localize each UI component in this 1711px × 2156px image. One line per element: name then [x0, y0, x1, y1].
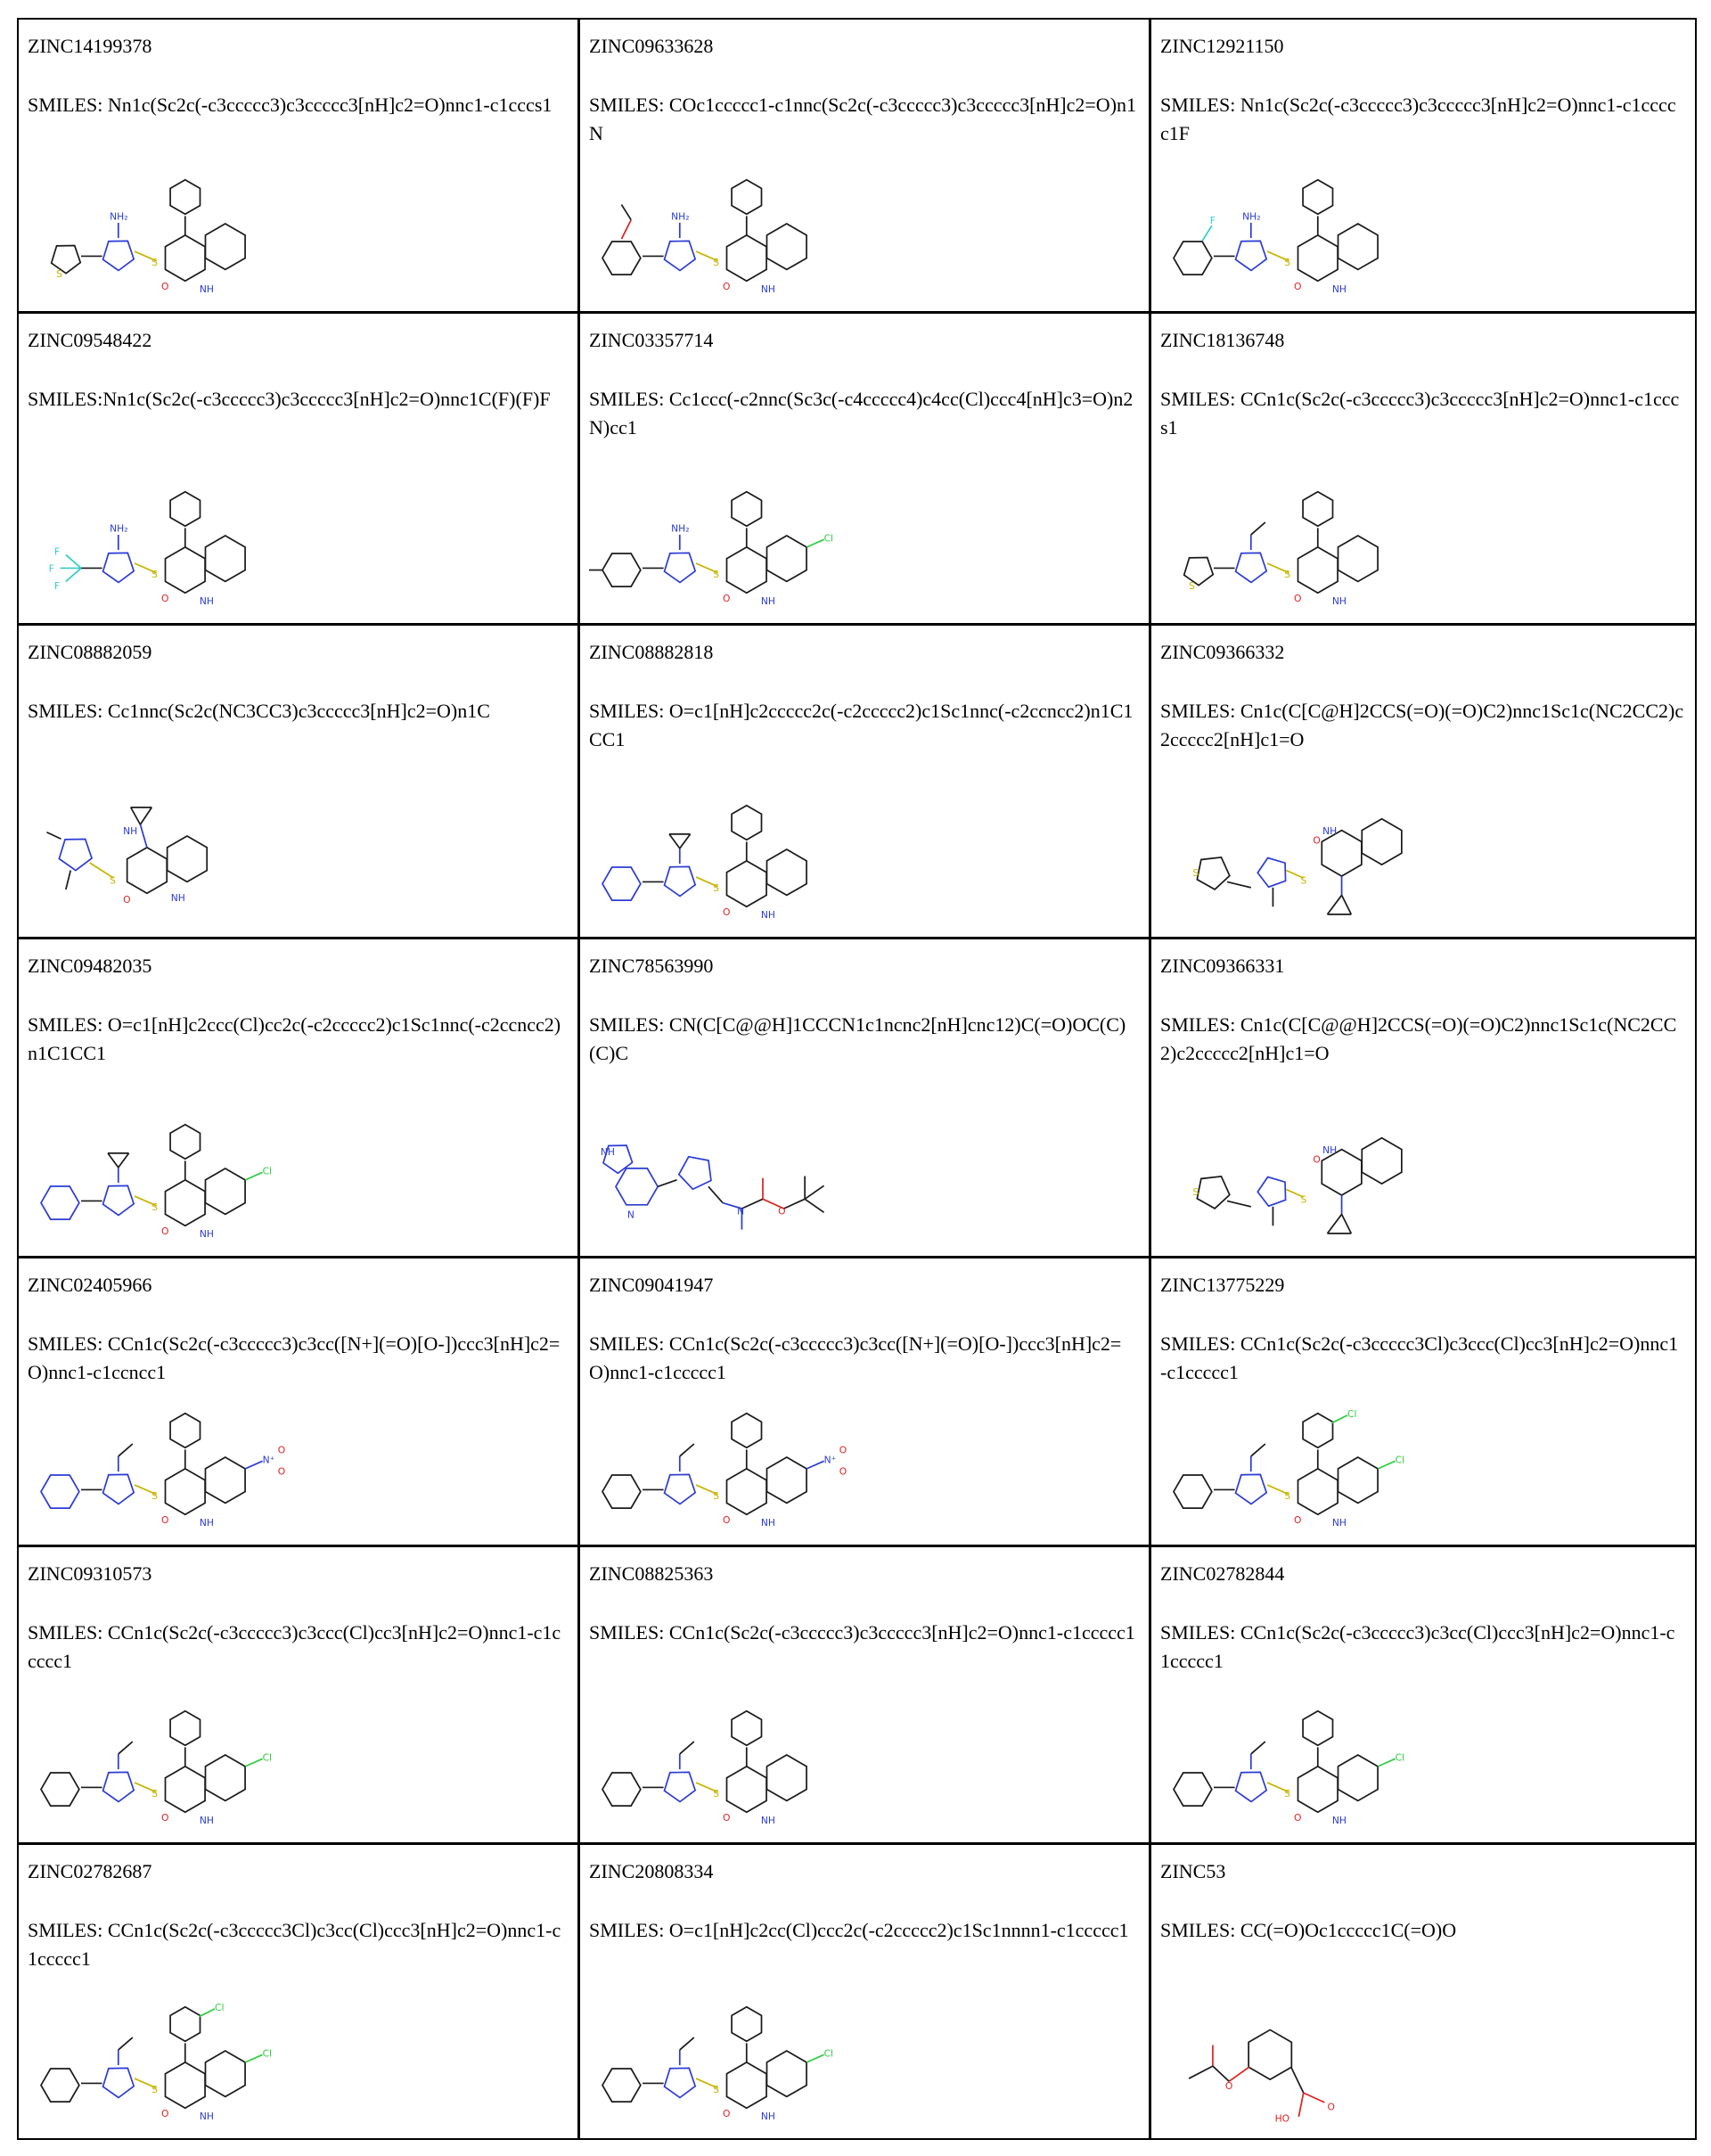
structure-diagram — [28, 1997, 295, 2131]
smiles-string: SMILES: CCn1c(Sc2c(-c3ccccc3Cl)c3cc(Cl)ccc3[nH]c2=O)nnc1-c1ccccc1 — [28, 1919, 561, 1970]
svg-text:NH: NH — [1331, 1815, 1347, 1827]
smiles-string: SMILES: O=c1[nH]c2cc(Cl)ccc2c(-c2ccccc2)c1Sc1nnnn1-c1ccccc1 — [589, 1919, 1129, 1941]
svg-text:O: O — [1313, 1153, 1321, 1166]
svg-text:O: O — [1294, 592, 1302, 604]
svg-text:O: O — [1313, 834, 1321, 847]
svg-text:S: S — [1192, 1186, 1199, 1198]
smiles-string: SMILES: O=c1[nH]c2ccc(Cl)cc2c(-c2ccccc2)c1Sc1nnc(-c2ccncc2)n1C1CC1 — [28, 1013, 561, 1064]
svg-text:S: S — [151, 569, 159, 581]
svg-text:N⁺: N⁺ — [262, 1454, 275, 1466]
zinc-id: ZINC09633628 — [589, 35, 714, 57]
compound-table — [18, 19, 1697, 2140]
smiles-string: SMILES: CCn1c(Sc2c(-c3ccccc3)c3ccc(Cl)cc3[nH]c2=O)nnc1-c1ccccc1 — [28, 1621, 561, 1672]
svg-text:NH: NH — [1331, 595, 1347, 608]
zinc-id: ZINC08882818 — [589, 641, 714, 663]
svg-text:S: S — [713, 569, 720, 581]
svg-text:O: O — [778, 1205, 786, 1217]
svg-text:O: O — [161, 280, 169, 292]
zinc-id: ZINC09482035 — [28, 955, 152, 977]
svg-text:O: O — [1294, 1513, 1302, 1526]
zinc-id: ZINC18136748 — [1160, 329, 1285, 351]
svg-text:S: S — [713, 257, 720, 269]
svg-text:O: O — [1327, 2101, 1335, 2113]
zinc-id: ZINC03357714 — [589, 329, 714, 351]
compound-cell — [17, 624, 579, 939]
svg-text:O: O — [1294, 280, 1302, 292]
svg-text:S: S — [1284, 257, 1291, 269]
zinc-id: ZINC08882059 — [28, 641, 152, 663]
svg-text:S: S — [1192, 867, 1199, 879]
svg-text:S: S — [1300, 1193, 1307, 1206]
svg-text:S: S — [151, 1490, 159, 1503]
svg-text:F: F — [1209, 215, 1216, 226]
svg-text:O: O — [161, 592, 169, 604]
svg-text:NH: NH — [199, 1517, 214, 1529]
structure-diagram — [589, 170, 856, 304]
svg-text:S: S — [1284, 1490, 1291, 1503]
smiles-string: SMILES: CCn1c(Sc2c(-c3ccccc3)c3cc(Cl)ccc3[nH]c2=O)nnc1-c1ccccc1 — [1160, 1621, 1675, 1672]
svg-text:NH: NH — [760, 2111, 775, 2123]
smiles-string: SMILES: CCn1c(Sc2c(-c3ccccc3Cl)c3ccc(Cl)cc3[nH]c2=O)nnc1-c1ccccc1 — [1160, 1332, 1679, 1383]
structure-diagram — [1160, 1115, 1428, 1249]
svg-text:NH: NH — [199, 1228, 214, 1241]
svg-text:O: O — [277, 1465, 286, 1478]
svg-text:Cl: Cl — [262, 1165, 273, 1177]
compound-cell — [17, 18, 579, 313]
svg-text:S: S — [713, 1490, 720, 1503]
smiles-string: SMILES: CN(C[C@@H]1CCCN1c1ncnc2[nH]cnc12)C(=O)OC(C)(C)C — [589, 1013, 1126, 1064]
svg-text:Cl: Cl — [1395, 1454, 1405, 1466]
zinc-id: ZINC78563990 — [589, 955, 714, 977]
svg-text:F: F — [54, 545, 61, 558]
svg-text:O: O — [123, 894, 131, 906]
compound-cell — [17, 1545, 579, 1844]
svg-text:NH: NH — [123, 824, 138, 837]
smiles-string: SMILES: Cn1c(C[C@@H]2CCS(=O)(=O)C2)nnc1Sc1c(NC2CC2)c2ccccc2[nH]c1=O — [1160, 1013, 1677, 1064]
svg-text:NH: NH — [760, 1815, 775, 1827]
svg-text:O: O — [723, 280, 731, 292]
smiles-string: SMILES: Cn1c(C[C@H]2CCS(=O)(=O)C2)nnc1Sc1c(NC2CC2)c2ccccc2[nH]c1=O — [1160, 700, 1684, 750]
svg-text:N⁺: N⁺ — [823, 1454, 837, 1466]
svg-text:Cl: Cl — [823, 2047, 834, 2060]
smiles-string: SMILES: Cc1ccc(-c2nnc(Sc3c(-c4ccccc4)c4cc(Cl)ccc4[nH]c3=O)n2N)cc1 — [589, 388, 1134, 439]
svg-text:S: S — [1284, 1788, 1291, 1800]
structure-diagram — [1160, 1404, 1428, 1537]
svg-text:Cl: Cl — [823, 532, 834, 545]
svg-text:HO: HO — [1274, 2112, 1290, 2125]
smiles-string: SMILES: CCn1c(Sc2c(-c3ccccc3)c3cc([N+](=O)[O-])ccc3[nH]c2=O)nnc1-c1ccccc1 — [589, 1332, 1122, 1383]
structure-diagram — [1160, 170, 1428, 304]
structure-diagram — [28, 1701, 295, 1835]
svg-text:O: O — [161, 1225, 169, 1237]
compound-cell — [578, 938, 1150, 1258]
svg-text:NH: NH — [170, 891, 185, 904]
svg-text:S: S — [110, 874, 116, 887]
svg-text:NH: NH — [199, 595, 214, 608]
svg-text:O: O — [161, 1513, 169, 1526]
svg-text:Cl: Cl — [262, 1751, 273, 1764]
svg-text:O: O — [723, 2107, 731, 2119]
zinc-id: ZINC14199378 — [28, 35, 152, 57]
zinc-id: ZINC13775229 — [1160, 1274, 1285, 1296]
svg-text:NH: NH — [760, 1517, 775, 1529]
smiles-string: SMILES: Nn1c(Sc2c(-c3ccccc3)c3ccccc3[nH]c2=O)nnc1-c1ccccc1F — [1160, 94, 1676, 144]
svg-text:O: O — [723, 1811, 731, 1824]
compound-cell — [578, 1843, 1150, 2140]
svg-text:O: O — [839, 1465, 847, 1478]
svg-text:S: S — [151, 1788, 159, 1800]
structure-diagram — [1160, 1997, 1428, 2131]
compound-cell — [578, 624, 1150, 939]
compound-cell — [17, 1257, 579, 1546]
svg-text:S: S — [151, 257, 159, 269]
structure-diagram — [589, 796, 856, 930]
compound-cell — [17, 312, 579, 625]
svg-text:NH: NH — [199, 283, 214, 296]
svg-text:NH: NH — [760, 595, 775, 608]
compound-cell — [1150, 938, 1697, 1258]
zinc-id: ZINC09366332 — [1160, 641, 1285, 663]
zinc-id: ZINC09310573 — [28, 1562, 152, 1585]
smiles-string: SMILES: Nn1c(Sc2c(-c3ccccc3)c3ccccc3[nH]c2=O)nnc1-c1cccs1 — [28, 94, 553, 116]
svg-text:S: S — [1284, 569, 1291, 581]
zinc-id: ZINC02782844 — [1160, 1562, 1285, 1585]
svg-text:O: O — [723, 1513, 731, 1526]
svg-text:NH: NH — [1331, 1517, 1347, 1529]
svg-text:NH: NH — [1331, 283, 1347, 296]
compound-cell — [1150, 624, 1697, 939]
svg-text:Cl: Cl — [215, 2002, 225, 2013]
structure-diagram — [589, 1115, 856, 1249]
svg-text:O: O — [839, 1444, 847, 1456]
svg-text:NH₂: NH₂ — [110, 522, 128, 535]
zinc-id: ZINC20808334 — [589, 1860, 714, 1882]
smiles-string: SMILES:Nn1c(Sc2c(-c3ccccc3)c3ccccc3[nH]c2=O)nnc1C(F)(F)F — [28, 388, 551, 410]
zinc-id: ZINC09548422 — [28, 329, 152, 351]
smiles-string: SMILES: O=c1[nH]c2ccccc2c(-c2ccccc2)c1Sc1nnc(-c2ccncc2)n1C1CC1 — [589, 700, 1134, 750]
svg-text:S: S — [151, 1201, 159, 1214]
structure-diagram — [28, 796, 295, 930]
structure-diagram — [589, 1701, 856, 1835]
compound-cell — [578, 1545, 1150, 1844]
structure-diagram — [28, 482, 295, 616]
compound-cell — [1150, 312, 1697, 625]
smiles-string: SMILES: COc1ccccc1-c1nnc(Sc2c(-c3ccccc3)c3ccccc3[nH]c2=O)n1N — [589, 94, 1137, 144]
structure-diagram — [28, 1115, 295, 1249]
compound-cell — [1150, 1257, 1697, 1546]
svg-text:NH: NH — [1322, 824, 1338, 837]
structure-diagram — [589, 1997, 856, 2131]
structure-diagram — [28, 1404, 295, 1537]
svg-text:S: S — [56, 268, 62, 280]
svg-text:NH: NH — [600, 1146, 615, 1158]
zinc-id: ZINC09366331 — [1160, 955, 1285, 977]
compound-cell — [1150, 18, 1697, 313]
compound-cell — [1150, 1843, 1697, 2140]
structure-diagram — [28, 170, 295, 304]
svg-text:N: N — [626, 1209, 634, 1221]
structure-diagram — [1160, 796, 1428, 930]
svg-text:NH: NH — [760, 283, 775, 296]
svg-text:O: O — [1224, 2079, 1233, 2092]
svg-text:NH: NH — [199, 2111, 214, 2123]
svg-text:O: O — [723, 906, 731, 918]
svg-text:S: S — [1189, 580, 1195, 592]
svg-text:S: S — [713, 2084, 720, 2096]
zinc-id: ZINC02782687 — [28, 1860, 152, 1882]
compound-cell — [578, 312, 1150, 625]
svg-text:N: N — [737, 1205, 745, 1217]
smiles-string: SMILES: CCn1c(Sc2c(-c3ccccc3)c3ccccc3[nH]c2=O)nnc1-c1cccs1 — [1160, 388, 1680, 439]
compound-cell — [1150, 1545, 1697, 1844]
svg-text:O: O — [723, 592, 731, 604]
svg-text:Cl: Cl — [262, 2047, 273, 2060]
svg-text:NH₂: NH₂ — [671, 522, 690, 535]
svg-text:Cl: Cl — [1347, 1408, 1357, 1420]
svg-text:F: F — [54, 580, 61, 592]
svg-text:O: O — [277, 1444, 286, 1456]
svg-text:NH: NH — [760, 909, 775, 922]
svg-text:NH₂: NH₂ — [671, 210, 690, 223]
smiles-string: SMILES: CC(=O)Oc1ccccc1C(=O)O — [1160, 1919, 1457, 1941]
svg-text:NH₂: NH₂ — [1242, 210, 1261, 223]
structure-diagram — [1160, 1701, 1428, 1835]
zinc-id: ZINC09041947 — [589, 1274, 714, 1296]
compound-cell — [17, 938, 579, 1258]
svg-text:F: F — [48, 562, 54, 575]
compound-cell — [578, 1257, 1150, 1546]
svg-text:NH₂: NH₂ — [110, 210, 128, 223]
smiles-string: SMILES: CCn1c(Sc2c(-c3ccccc3)c3cc([N+](=O)[O-])ccc3[nH]c2=O)nnc1-c1ccncc1 — [28, 1332, 561, 1383]
compound-cell — [17, 1843, 579, 2140]
svg-text:S: S — [151, 2084, 159, 2096]
zinc-id: ZINC53 — [1160, 1860, 1226, 1882]
svg-text:O: O — [161, 2107, 169, 2119]
compound-cell — [578, 18, 1150, 313]
structure-diagram — [589, 482, 856, 616]
smiles-string: SMILES: Cc1nnc(Sc2c(NC3CC3)c3ccccc3[nH]c2=O)n1C — [28, 700, 490, 722]
svg-text:Cl: Cl — [1395, 1751, 1405, 1764]
svg-text:S: S — [1300, 874, 1307, 887]
structure-diagram — [1160, 482, 1428, 616]
svg-text:O: O — [1294, 1811, 1302, 1824]
svg-text:O: O — [161, 1811, 169, 1824]
smiles-string: SMILES: CCn1c(Sc2c(-c3ccccc3)c3ccccc3[nH]c2=O)nnc1-c1ccccc1 — [589, 1621, 1135, 1644]
zinc-id: ZINC08825363 — [589, 1562, 714, 1585]
zinc-id: ZINC12921150 — [1160, 35, 1284, 57]
svg-text:NH: NH — [1322, 1144, 1338, 1156]
svg-text:NH: NH — [199, 1815, 214, 1827]
svg-text:S: S — [713, 1788, 720, 1800]
svg-text:S: S — [713, 882, 720, 895]
zinc-id: ZINC02405966 — [28, 1274, 152, 1296]
structure-diagram — [589, 1404, 856, 1537]
